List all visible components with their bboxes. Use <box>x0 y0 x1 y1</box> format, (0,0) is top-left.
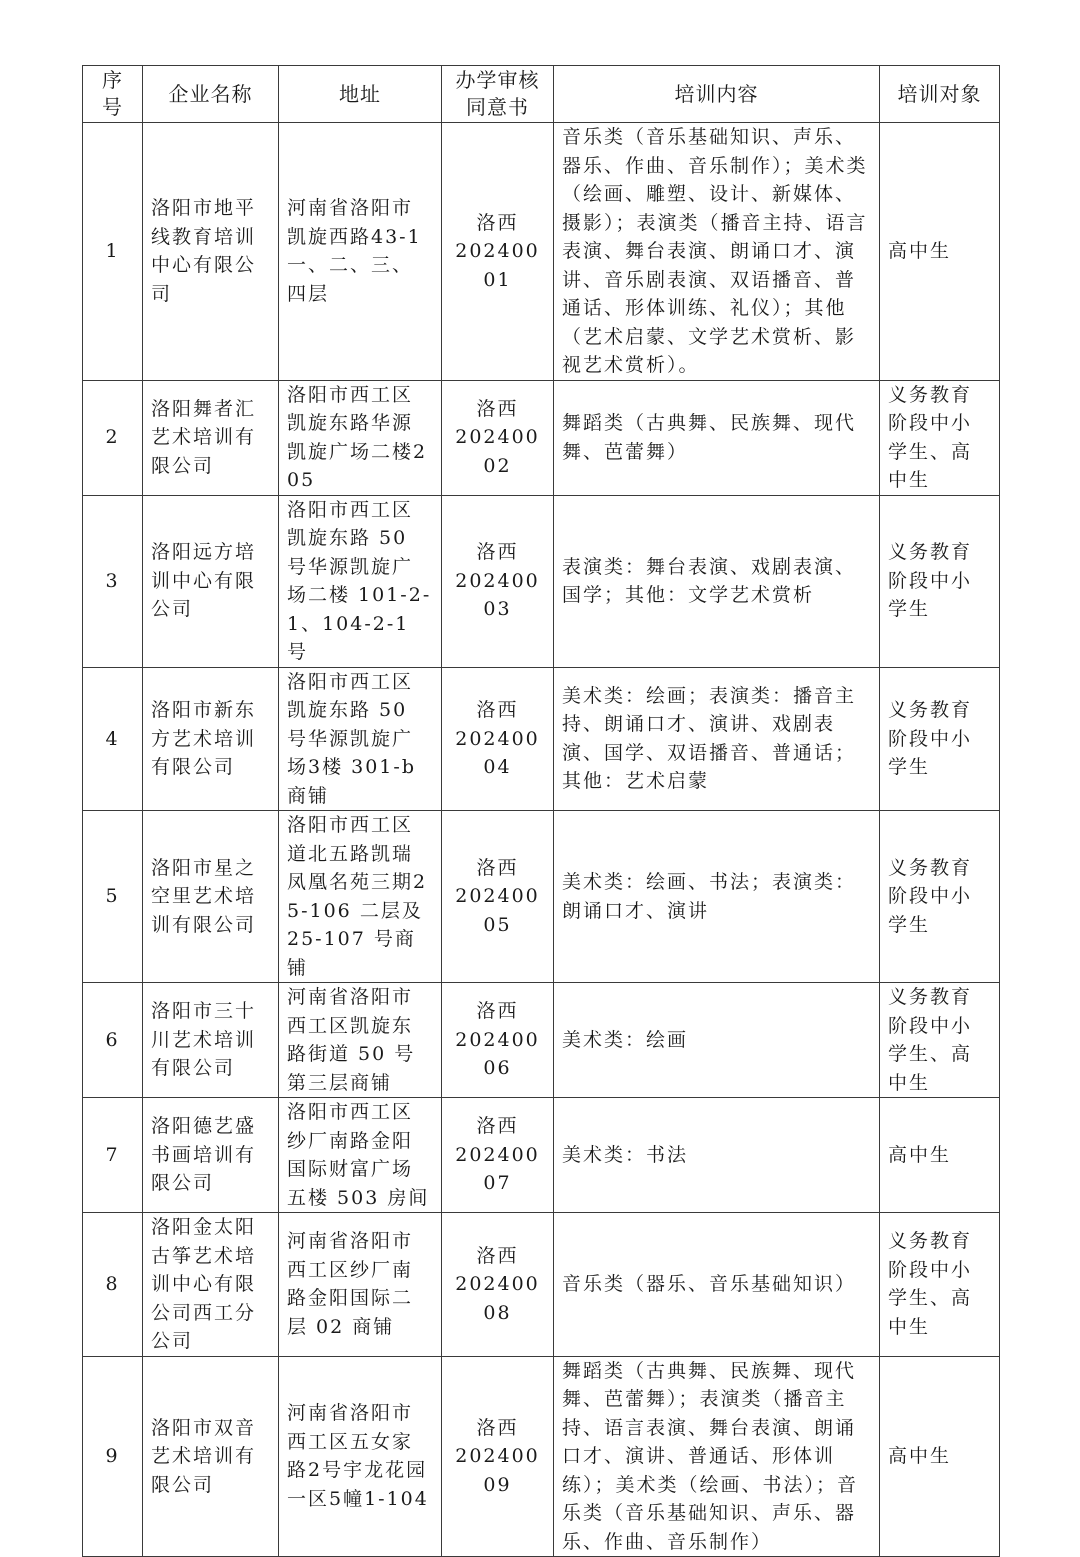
cell-company-name: 洛阳德艺盛书画培训有限公司 <box>143 1098 279 1213</box>
cell-training-content: 音乐类（器乐、音乐基础知识） <box>554 1213 880 1357</box>
training-institutions-table <box>82 65 1000 1557</box>
cell-training-target: 义务教育阶段中小学生 <box>880 667 1000 811</box>
license-number: 20240001 <box>455 240 540 291</box>
cell-address: 河南省洛阳市西工区纱厂南路金阳国际二层 02 商铺 <box>279 1213 442 1357</box>
cell-training-content: 音乐类（音乐基础知识、声乐、器乐、作曲、音乐制作）；美术类（绘画、雕塑、设计、新媒体、摄影）；表演类（播音主持、语言表演、舞台表演、朗诵口才、演讲、音乐剧表演、双语播音、普通话、形体训练、礼仪）；其他（艺术启蒙、文学艺术赏析、影视艺术赏析）。 <box>554 123 880 381</box>
cell-no: 3 <box>83 495 143 667</box>
cell-license <box>442 667 554 811</box>
cell-training-content: 美术类：绘画、书法；表演类：朗诵口才、演讲 <box>554 811 880 983</box>
cell-no: 8 <box>83 1213 143 1357</box>
license-prefix: 洛西 <box>476 1244 519 1267</box>
license-prefix: 洛西 <box>476 541 519 564</box>
cell-training-content: 美术类：绘画；表演类：播音主持、朗诵口才、演讲、戏剧表演、国学、双语播音、普通话；其他：艺术启蒙 <box>554 667 880 811</box>
cell-license <box>442 495 554 667</box>
license-prefix: 洛西 <box>476 856 519 879</box>
license-prefix: 洛西 <box>476 699 519 721</box>
cell-no: 6 <box>83 983 143 1098</box>
cell-company-name: 洛阳远方培训中心有限公司 <box>143 495 279 667</box>
cell-address: 洛阳市西工区凯旋东路 50 号华源凯旋广场二楼 101-2-1、104-2-1 号 <box>279 495 442 667</box>
cell-address: 洛阳市西工区凯旋东路 50 号华源凯旋广场3楼 301-b 商铺 <box>279 667 442 811</box>
cell-company-name: 洛阳市地平线教育培训中心有限公司 <box>143 123 279 381</box>
table-row <box>83 983 1000 1098</box>
cell-license <box>442 1356 554 1557</box>
cell-company-name: 洛阳金太阳古筝艺术培训中心有限公司西工分公司 <box>143 1213 279 1357</box>
cell-license <box>442 380 554 495</box>
cell-no: 4 <box>83 667 143 811</box>
license-prefix: 洛西 <box>476 1115 519 1138</box>
cell-training-content: 表演类：舞台表演、戏剧表演、国学；其他：文学艺术赏析 <box>554 495 880 667</box>
header-license-line2: 同意书 <box>466 95 529 119</box>
license-prefix: 洛西 <box>476 1416 519 1439</box>
cell-no: 7 <box>83 1098 143 1213</box>
header-address: 地址 <box>279 66 442 123</box>
license-number: 20240007 <box>455 1143 540 1195</box>
table-row <box>83 380 1000 495</box>
cell-no: 2 <box>83 380 143 495</box>
cell-no: 5 <box>83 811 143 983</box>
license-number: 20240006 <box>455 1028 540 1080</box>
header-license <box>442 66 554 123</box>
license-number: 20240005 <box>455 885 540 936</box>
cell-training-target: 高中生 <box>880 1098 1000 1213</box>
cell-license <box>442 983 554 1098</box>
cell-company-name: 洛阳市双音艺术培训有限公司 <box>143 1356 279 1557</box>
cell-training-target: 高中生 <box>880 123 1000 381</box>
header-row <box>83 66 1000 123</box>
cell-address: 河南省洛阳市西工区五女家路2号宇龙花园一区5幢1-104 <box>279 1356 442 1557</box>
license-number: 20240004 <box>455 727 540 778</box>
cell-training-target: 高中生 <box>880 1356 1000 1557</box>
cell-company-name: 洛阳舞者汇艺术培训有限公司 <box>143 380 279 495</box>
cell-company-name: 洛阳市星之空里艺术培训有限公司 <box>143 811 279 983</box>
cell-training-target: 义务教育阶段中小学生、高中生 <box>880 1213 1000 1357</box>
license-number: 20240008 <box>455 1273 540 1324</box>
cell-training-content: 美术类：绘画 <box>554 983 880 1098</box>
header-no-line1: 序 <box>102 68 123 92</box>
cell-address: 洛阳市西工区纱厂南路金阳国际财富广场五楼 503 房间 <box>279 1098 442 1213</box>
table-row <box>83 667 1000 811</box>
cell-training-target: 义务教育阶段中小学生 <box>880 495 1000 667</box>
header-content: 培训内容 <box>554 66 880 123</box>
license-number: 20240009 <box>455 1445 540 1496</box>
license-prefix: 洛西 <box>476 1000 519 1023</box>
cell-training-content: 美术类：书法 <box>554 1098 880 1213</box>
table-row <box>83 1213 1000 1357</box>
cell-license <box>442 811 554 983</box>
cell-company-name: 洛阳市新东方艺术培训有限公司 <box>143 667 279 811</box>
header-no-line2: 号 <box>102 95 123 119</box>
table-row <box>83 811 1000 983</box>
header-target: 培训对象 <box>880 66 1000 123</box>
cell-company-name: 洛阳市三十川艺术培训有限公司 <box>143 983 279 1098</box>
table-row <box>83 123 1000 381</box>
cell-address: 洛阳市西工区凯旋东路华源凯旋广场二楼205 <box>279 380 442 495</box>
table-row <box>83 495 1000 667</box>
header-no <box>83 66 143 123</box>
cell-license <box>442 1098 554 1213</box>
table-row <box>83 1356 1000 1557</box>
header-license-line1: 办学审核 <box>455 68 540 92</box>
cell-training-content: 舞蹈类（古典舞、民族舞、现代舞、芭蕾舞）；表演类（播音主持、语言表演、舞台表演、朗诵口才、演讲、普通话、形体训练）；美术类（绘画、书法）；音乐类（音乐基础知识、声乐、器乐、作曲、音乐制作） <box>554 1356 880 1557</box>
header-name: 企业名称 <box>143 66 279 123</box>
cell-no: 9 <box>83 1356 143 1557</box>
license-prefix: 洛西 <box>476 397 519 420</box>
cell-address: 洛阳市西工区道北五路凯瑞凤凰名苑三期25-106 二层及25-107 号商铺 <box>279 811 442 983</box>
cell-training-target: 义务教育阶段中小学生 <box>880 811 1000 983</box>
license-prefix: 洛西 <box>476 211 519 234</box>
cell-training-content: 舞蹈类（古典舞、民族舞、现代舞、芭蕾舞） <box>554 380 880 495</box>
license-number: 20240002 <box>455 426 540 477</box>
cell-no: 1 <box>83 123 143 381</box>
cell-training-target: 义务教育阶段中小学生、高中生 <box>880 983 1000 1098</box>
cell-address: 河南省洛阳市凯旋西路43-1一、二、三、四层 <box>279 123 442 381</box>
table-row <box>83 1098 1000 1213</box>
license-number: 20240003 <box>455 569 540 621</box>
cell-license <box>442 1213 554 1357</box>
cell-address: 河南省洛阳市西工区凯旋东路街道 50 号第三层商铺 <box>279 983 442 1098</box>
cell-license <box>442 123 554 381</box>
cell-training-target: 义务教育阶段中小学生、高中生 <box>880 380 1000 495</box>
